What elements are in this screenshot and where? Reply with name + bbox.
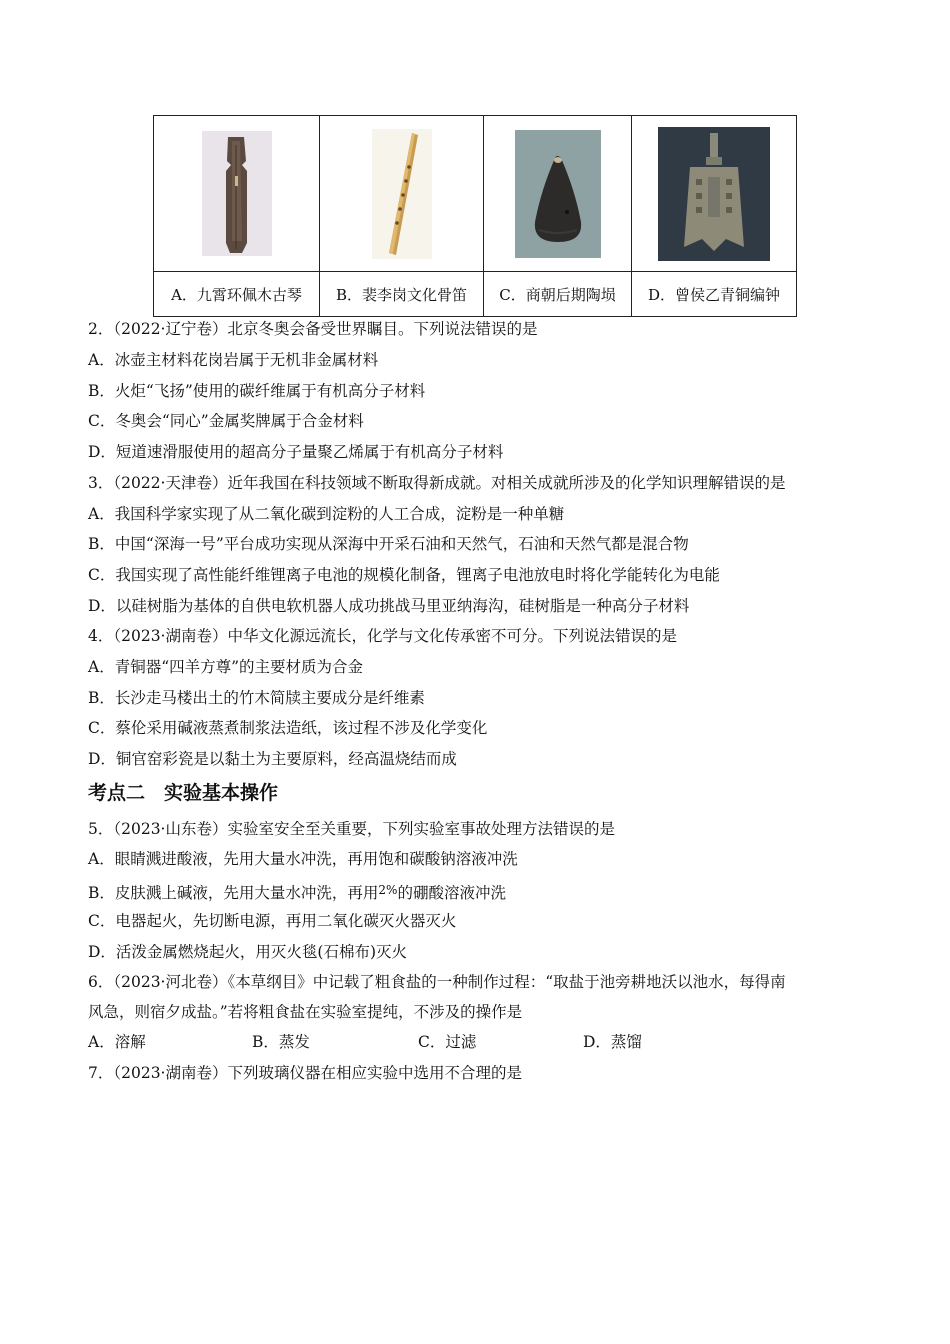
question-3-stem: 3．（2022·天津卷）近年我国在科技领域不断取得新成就。对相关成就所涉及的化学知识理解错误的是 [88,474,786,492]
question-4-option-c: C．蔡伦采用碱液蒸煮制浆法造纸，该过程不涉及化学变化 [88,719,488,737]
question-4-stem: 4．（2023·湖南卷）中华文化源远流长，化学与文化传承密不可分。下列说法错误的是 [88,627,677,645]
pottery-xun-image [515,130,601,258]
guqin-image [202,131,272,256]
instrument-cell-a [154,116,320,272]
question-2-option-b: B．火炬“飞扬”使用的碳纤维属于有机高分子材料 [88,382,426,400]
question-5-stem: 5．（2023·山东卷）实验室安全至关重要，下列实验室事故处理方法错误的是 [88,820,615,838]
question-5-option-c: C．电器起火，先切断电源，再用二氧化碳灭火器灭火 [88,912,457,930]
question-3-option-d: D．以硅树脂为基体的自供电软机器人成功挑战马里亚纳海沟，硅树脂是一种高分子材料 [88,597,690,615]
instrument-caption-c: C．商朝后期陶埙 [484,272,632,317]
question-6-option-d: D．蒸馏 [583,1033,642,1051]
instrument-table [153,115,797,317]
question-2-option-a: A．冰壶主材料花岗岩属于无机非金属材料 [88,351,379,369]
instrument-cell-d [632,116,797,272]
instrument-cell-b [320,116,484,272]
question-7-stem: 7．（2023·湖南卷）下列玻璃仪器在相应实验中选用不合理的是 [88,1064,522,1082]
question-2-option-d: D．短道速滑服使用的超高分子量聚乙烯属于有机高分子材料 [88,443,504,461]
question-6-stem-line-1: 6．（2023·河北卷）《本草纲目》中记载了粗食盐的一种制作过程：“取盐于池旁耕地沃以池水，每得南 [88,973,786,991]
question-4-option-d: D．铜官窑彩瓷是以黏土为主要原料，经高温烧结而成 [88,750,457,768]
instrument-caption-b: B．裴李岗文化骨笛 [320,272,484,317]
question-6-option-c: C．过滤 [418,1033,477,1051]
section-title: 考点二 实验基本操作 [88,782,279,804]
percent-value: 2% [378,883,398,897]
option-b-text-post: 的硼酸溶液冲洗 [397,884,506,902]
instrument-caption-a: A．九霄环佩木古琴 [154,272,320,317]
question-6-stem-line-2: 风急，则宿夕成盐。”若将粗食盐在实验室提纯，不涉及的操作是 [88,1003,523,1021]
question-5-option-d: D．活泼金属燃烧起火，用灭火毯(石棉布)灭火 [88,943,408,961]
instrument-caption-d: D．曾侯乙青铜编钟 [632,272,797,317]
question-5-option-a: A．眼睛溅进酸液，先用大量水冲洗，再用饱和碳酸钠溶液冲洗 [88,850,518,868]
question-6-options [88,1031,788,1053]
question-2-stem: 2．（2022·辽宁卷）北京冬奥会备受世界瞩目。下列说法错误的是 [88,320,538,338]
question-6-option-a: A．溶解 [88,1033,146,1051]
question-4-option-a: A．青铜器“四羊方尊”的主要材质为合金 [88,658,364,676]
bronze-bell-image [658,127,770,261]
question-2-option-c: C．冬奥会“同心”金属奖牌属于合金材料 [88,412,364,430]
question-3-option-a: A．我国科学家实现了从二氧化碳到淀粉的人工合成，淀粉是一种单糖 [88,505,565,523]
question-5-option-b [88,879,868,904]
instrument-caption-row [154,272,797,317]
question-6-option-b: B．蒸发 [252,1033,310,1051]
option-b-text-pre: B．皮肤溅上碱液，先用大量水冲洗，再用 [88,884,379,902]
question-3-option-b: B．中国“深海一号”平台成功实现从深海中开采石油和天然气，石油和天然气都是混合物 [88,535,689,553]
question-4-option-b: B．长沙走马楼出土的竹木简牍主要成分是纤维素 [88,689,425,707]
instrument-image-row [154,116,797,272]
question-3-option-c: C．我国实现了高性能纤维锂离子电池的规模化制备，锂离子电池放电时将化学能转化为电能 [88,566,720,584]
instrument-cell-c [484,116,632,272]
bone-flute-image [372,129,432,259]
